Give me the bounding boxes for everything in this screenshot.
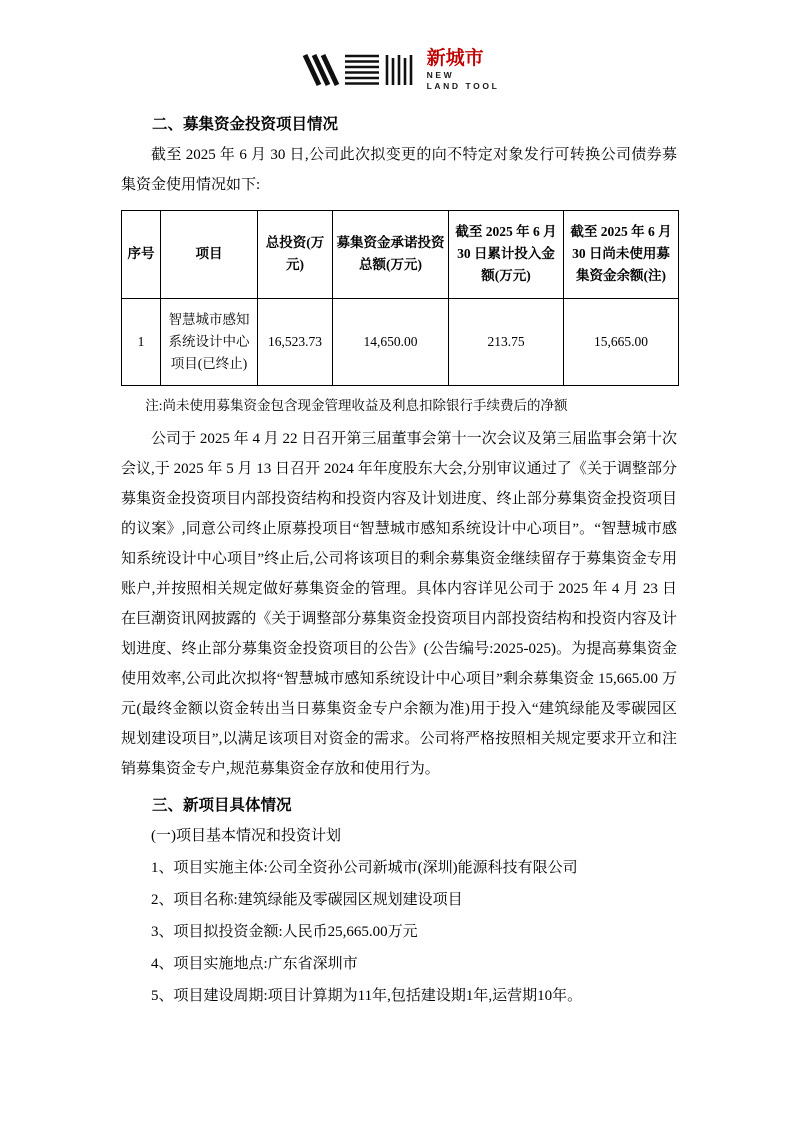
project-item-name: 2、项目名称:建筑绿能及零碳园区规划建设项目 (151, 892, 463, 909)
table-cell-project: 智慧城市感知系统设计中心项目(已终止) (161, 298, 258, 386)
project-item-location: 4、项目实施地点:广东省深圳市 (151, 956, 358, 973)
table-header-seq: 序号 (122, 210, 161, 298)
table-header-project: 项目 (161, 210, 258, 298)
table-cell-unused: 15,665.00 (564, 298, 679, 386)
section2-body: 公司于 2025 年 4 月 22 日召开第三届董事会第十一次会议及第三届监事会第十次会议,于 2025 年 5 月 13 日召开 2024 年年度股东大会,分别审议通过了《关于调整部分募集资金投资项目内部投资结构和投资内容及计划进度、终止部分募集资金投资项目的议案》,同意公司终止原募投项目“智慧城市感知系统设计中心项目”。“智慧城市感知系统设计中心项目”终止后,公司将该项目的剩余募集资金继续留存于募集资金专用账户,并按照相关规定做好募集资金的管理。具体内容详见公司于 2025 年 4 月 23 日在巨潮资讯网披露的《关于调整部分募集资金投资项目内部投资结构和投资内容及计划进度、终止部分募集资金投资项目的公告》(公告编号:2025-025)。为提高募集资金使用效率,公司此次拟将“智慧城市感知系统设计中心项目”剩余募集资金 15,665.00 万元(最终金额以资金转出当日募集资金专户余额为准)用于投入“建筑绿能及零碳园区规划建设项目”,以满足该项目对资金的需求。公司将严格按照相关规定要求开立和注销募集资金专户,规范募集资金存放和使用行为。 (121, 431, 677, 778)
table-header-unused: 截至 2025 年 6 月 30 日尚未使用募集资金余额(注) (564, 210, 679, 298)
logo-diagonal-stripes-icon (305, 55, 337, 85)
table-cell-seq: 1 (122, 298, 161, 386)
fund-usage-table (121, 210, 679, 387)
table-header-committed: 募集资金承诺投资总额(万元) (333, 210, 449, 298)
table-header-total: 总投资(万元) (258, 210, 333, 298)
project-item-amount: 3、项目拟投资金额:人民币25,665.00万元 (151, 924, 418, 941)
table-cell-invested: 213.75 (449, 298, 564, 386)
table-cell-committed: 14,650.00 (333, 298, 449, 386)
logo-brand-english-line2: LAND TOOL (426, 81, 500, 92)
logo-brand-chinese: 新城市 (426, 48, 484, 69)
table-header-row (122, 210, 679, 298)
company-logo (121, 48, 677, 93)
table-row (122, 298, 679, 386)
table-header-invested: 截至 2025 年 6 月 30 日累计投入金额(万元) (449, 210, 564, 298)
section2-title: 二、募集资金投资项目情况 (152, 115, 339, 133)
project-item-entity: 1、项目实施主体:公司全资孙公司新城市(深圳)能源科技有限公司 (151, 860, 578, 877)
section2-intro: 截至 2025 年 6 月 30 日,公司此次拟变更的向不特定对象发行可转换公司债券募集资金使用情况如下: (121, 146, 677, 193)
table-note: 注:尚未使用募集资金包含现金管理收益及利息扣除银行手续费后的净额 (145, 398, 568, 414)
table-cell-total: 16,523.73 (258, 298, 333, 386)
project-item-period: 5、项目建设周期:项目计算期为11年,包括建设期1年,运营期10年。 (151, 988, 583, 1005)
section3-title: 三、新项目具体情况 (152, 797, 292, 815)
logo-vertical-bars-icon (387, 55, 411, 85)
logo-horizontal-lines-icon (345, 56, 379, 84)
logo-text-block (427, 48, 500, 93)
logo-brand-english-line1: NEW (426, 69, 455, 80)
logo-mark-icon (299, 50, 417, 90)
section3-subtitle: (一)项目基本情况和投资计划 (151, 828, 341, 845)
